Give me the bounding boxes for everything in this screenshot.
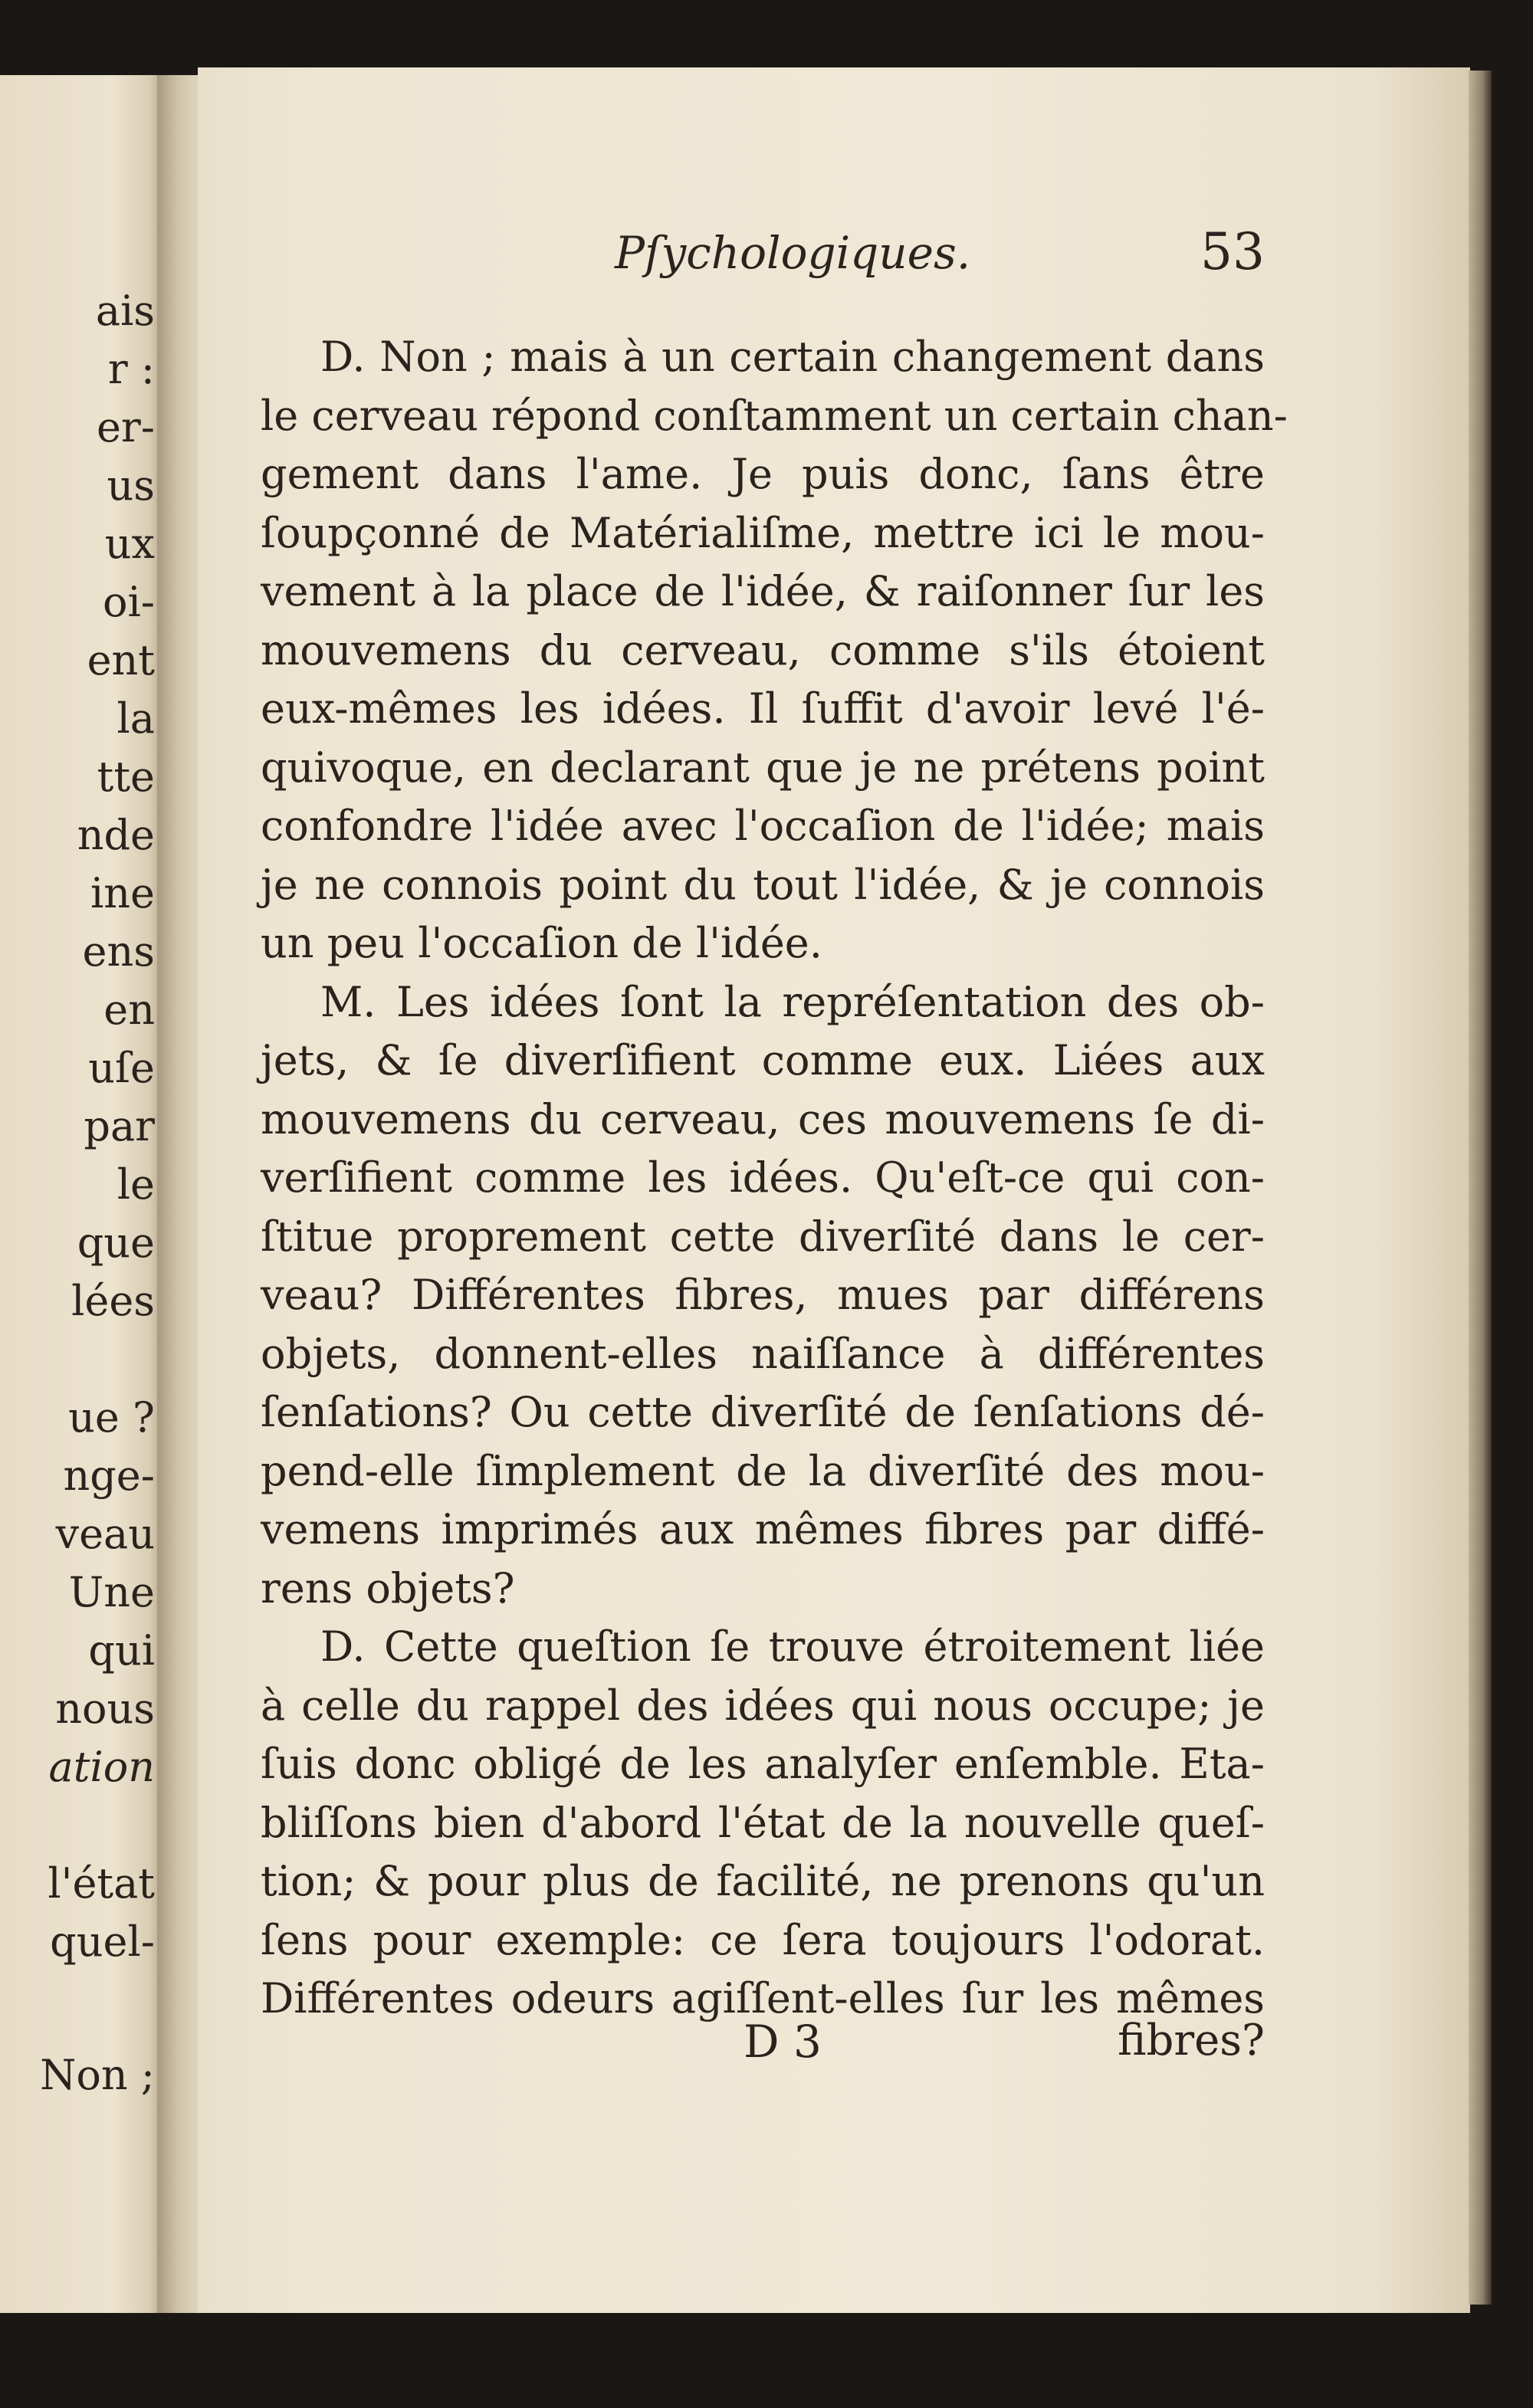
text-line: veau? Différentes fibres, mues par différens: [261, 1271, 1265, 1319]
page-footer: [261, 2016, 1265, 2077]
text-line: objets, donnent-elles naiſſance à différentes: [261, 1329, 1265, 1378]
running-title: Pſychologiques.: [615, 227, 971, 279]
left-fragment: en: [103, 986, 155, 1034]
text-line: bliſſons bien d'abord l'état de la nouvelle queſ-: [261, 1798, 1265, 1847]
text-line: le cerveau répond conſtamment un certain chan-: [261, 391, 1288, 440]
text-line: confondre l'idée avec l'occaſion de l'idée; mais: [261, 802, 1265, 850]
book-gutter: [157, 75, 203, 2313]
text-line: ſenſations? Ou cette diverſité de ſenſations dé-: [261, 1388, 1265, 1436]
left-fragment: la: [117, 694, 155, 743]
left-fragment: qui: [88, 1626, 155, 1675]
left-fragment: nge-: [63, 1452, 155, 1500]
left-fragment: us: [107, 461, 155, 510]
text-line: je ne connois point du tout l'idée, & je connois: [261, 860, 1265, 909]
text-line: rens objets?: [261, 1563, 515, 1612]
text-line: à celle du rappel des idées qui nous occupe; je: [261, 1681, 1265, 1730]
text-line: verſifient comme les idées. Qu'eſt-ce qui con-: [261, 1153, 1265, 1202]
text-line: gement dans l'ame. Je puis donc, ſans être: [261, 450, 1265, 498]
signature-mark: D 3: [744, 2016, 822, 2068]
left-fragment: lées: [71, 1277, 155, 1325]
text-line: quivoque, en declarant que je ne prétens point: [261, 743, 1265, 792]
text-line: D. Cette queſtion ſe trouve étroitement liée: [320, 1622, 1265, 1671]
text-line: vemens imprimés aux mêmes fibres par diffé-: [261, 1505, 1265, 1553]
left-fragment: ent: [87, 636, 155, 684]
text-line: eux-mêmes les idées. Il ſuffit d'avoir levé l'é-: [261, 684, 1265, 733]
page-header: [261, 222, 1265, 291]
left-fragment: ux: [104, 520, 155, 568]
left-fragment: quel-: [50, 1918, 155, 1966]
left-fragment: que: [77, 1219, 155, 1267]
left-fragment: par: [84, 1102, 155, 1150]
left-fragment: l'état: [48, 1859, 155, 1908]
text-line: ſoupçonné de Matérialiſme, mettre ici le mou-: [261, 508, 1265, 557]
text-line: ſuis donc obligé de les analyſer enſemble. Eta-: [261, 1740, 1265, 1788]
text-line: ſens pour exemple: ce ſera toujours l'odorat.: [261, 1915, 1265, 1964]
left-fragment: oi-: [102, 578, 155, 626]
left-fragment: ais: [95, 287, 155, 335]
text-line: pend-elle ſimplement de la diverſité des mou-: [261, 1446, 1265, 1495]
body-text: [261, 328, 1288, 2029]
page-edge: [1469, 71, 1492, 2305]
left-fragment: ine: [90, 869, 155, 917]
page-number: 53: [1200, 222, 1265, 281]
left-fragment: Une: [68, 1568, 155, 1616]
text-line: mouvemens du cerveau, ces mouvemens ſe di-: [261, 1094, 1265, 1143]
text-line: vement à la place de l'idée, & raiſonner ſur les: [261, 567, 1265, 615]
text-line: D. Non ; mais à un certain changement dans: [320, 333, 1265, 381]
left-fragment: veau: [55, 1510, 155, 1558]
left-fragment: tte: [97, 753, 155, 801]
left-fragment: uſe: [88, 1044, 155, 1092]
catchword: fibres?: [1118, 2016, 1265, 2065]
left-fragment: le: [117, 1160, 155, 1209]
text-line: mouvemens du cerveau, comme s'ils étoient: [261, 625, 1265, 674]
left-fragment: r :: [107, 345, 155, 393]
left-fragment: ue ?: [68, 1393, 155, 1442]
text-line: M. Les idées ſont la repréſentation des ob-: [320, 977, 1265, 1026]
left-fragment: Non ;: [40, 2051, 155, 2099]
left-fragment: er-: [96, 403, 155, 451]
text-line: tion; & pour plus de facilité, ne prenons qu'un: [261, 1857, 1265, 1905]
left-fragment: nous: [55, 1685, 155, 1733]
text-line: ſtitue proprement cette diverſité dans le cer-: [261, 1212, 1265, 1261]
left-page-edge: [0, 75, 162, 2313]
text-line: un peu l'occaſion de l'idée.: [261, 919, 822, 967]
left-fragment: ation: [48, 1743, 155, 1791]
left-fragment: nde: [77, 811, 155, 859]
text-line: jets, & ſe diverſifient comme eux. Liées aux: [261, 1036, 1265, 1084]
left-fragment: ens: [82, 927, 155, 976]
text-line: Différentes odeurs agiſſent-elles ſur les mêmes: [261, 1974, 1265, 2023]
